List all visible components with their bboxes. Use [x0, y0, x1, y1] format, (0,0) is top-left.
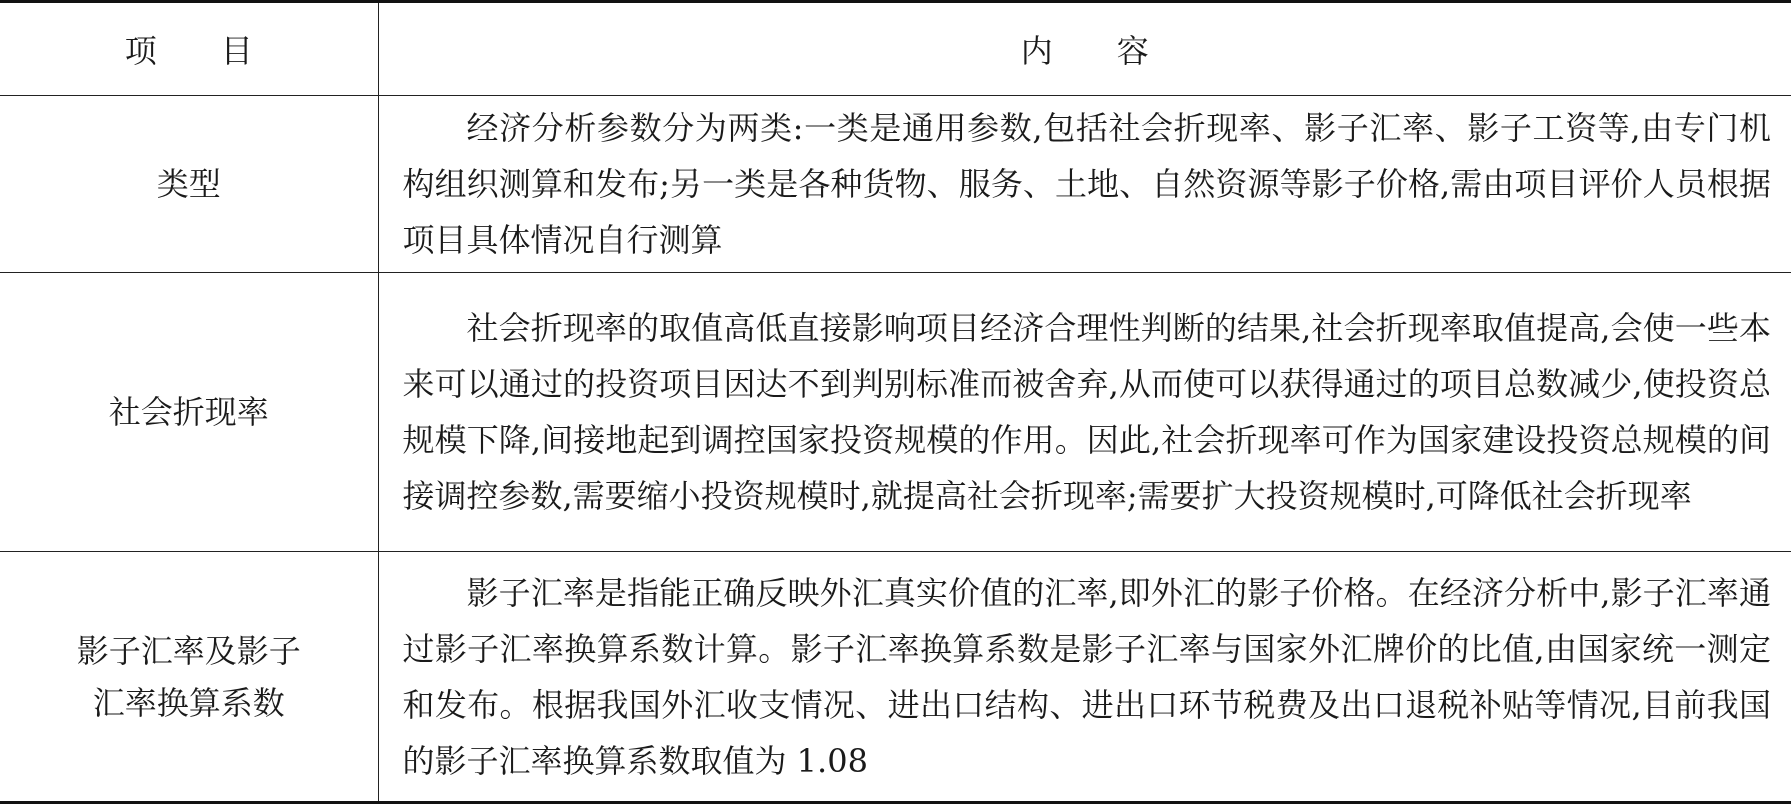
row-label: 类型: [0, 96, 378, 273]
row-label: 社会折现率: [0, 273, 378, 552]
row-content: [378, 552, 1791, 803]
header-item-char-2: 目: [220, 32, 253, 70]
header-item: [0, 2, 378, 96]
header-content: [378, 2, 1791, 96]
row-label-line-2: 汇率换算系数: [92, 683, 285, 722]
row-content: [378, 273, 1791, 552]
table-header-row: [0, 2, 1791, 96]
row-content: [378, 96, 1791, 273]
table-row: [0, 552, 1791, 803]
header-item-char-1: 项: [124, 32, 157, 70]
table-row: [0, 273, 1791, 552]
row-content-text: 影子汇率是指能正确反映外汇真实价值的汇率,即外汇的影子价格。在经济分析中,影子汇率通过影子汇率换算系数计算。影子汇率换算系数是影子汇率与国家外汇牌价的比值,由国家统一测定和发布。根据我国外汇收支情况、进出口结构、进出口环节税费及出口退税补贴等情况,目前我国的影子汇率换算系数取值为 1.08: [402, 573, 1771, 780]
row-content-text: 社会折现率的取值高低直接影响项目经济合理性判断的结果,社会折现率取值提高,会使一些本来可以通过的投资项目因达不到判别标准而被舍弃,从而使可以获得通过的项目总数减少,使投资总规模下降,间接地起到调控国家投资规模的作用。因此,社会折现率可作为国家建设投资总规模的间接调控参数,需要缩小投资规模时,就提高社会折现率;需要扩大投资规模时,可降低社会折现率: [402, 309, 1771, 515]
row-label: [0, 552, 378, 803]
row-content-text: 经济分析参数分为两类:一类是通用参数,包括社会折现率、影子汇率、影子工资等,由专门机构组织测算和发布;另一类是各种货物、服务、土地、自然资源等影子价格,需由项目评价人员根据项目具体情况自行测算: [402, 109, 1771, 259]
row-label-line-1: 影子汇率及影子: [76, 631, 301, 670]
header-content-char-1: 内: [1020, 32, 1053, 70]
header-content-char-2: 容: [1116, 32, 1149, 70]
table-row: [0, 96, 1791, 273]
